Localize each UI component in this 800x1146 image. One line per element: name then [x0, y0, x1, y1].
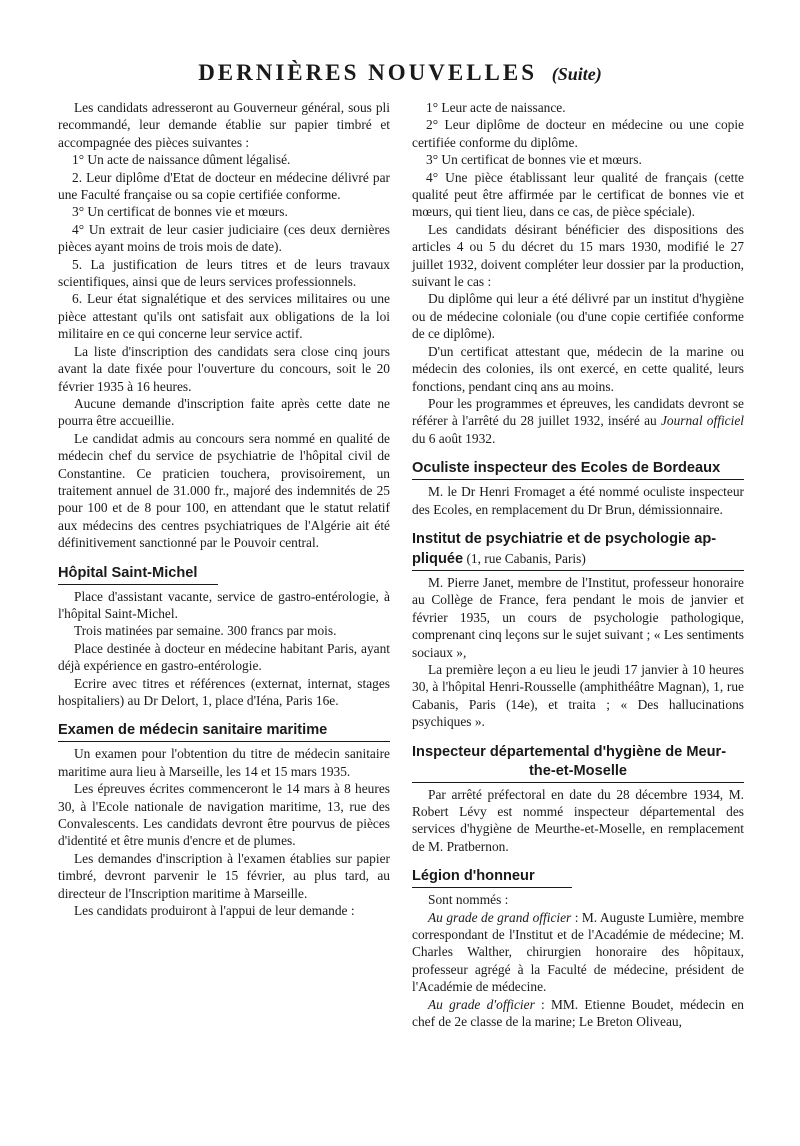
heading-line: the-et-Moselle	[528, 762, 628, 779]
heading-rule	[412, 479, 744, 480]
paragraph: D'un certificat attestant que, médecin de la marine ou médecin des colonies, ils ont exercé, en cette qualité, leurs fonctions, pendant cinq ans au moins.	[412, 343, 744, 394]
section-heading-oculiste: Oculiste inspecteur des Ecoles de Bordeaux	[412, 460, 721, 477]
paragraph: Aucune demande d'inscription faite après cette date ne pourra être accueillie.	[58, 395, 390, 429]
paragraph: Du diplôme qui leur a été délivré par un institut d'hygiène ou de médecine coloniale (ou d'une copie certifiée conforme de ce diplôme).	[412, 291, 744, 342]
paragraph: M. le Dr Henri Fromaget a été nommé oculiste inspecteur des Ecoles, en remplacement du Dr Brun, démissionnaire.	[412, 484, 744, 517]
section-heading-inspecteur	[412, 743, 744, 781]
heading-line: Institut de psychiatrie et de psychologie ap-	[412, 530, 717, 547]
list-item: 1° Leur acte de naissance.	[426, 100, 566, 115]
heading-line: pliquée	[412, 550, 464, 567]
heading-rule	[412, 887, 572, 888]
paragraph: Les candidats produiront à l'appui de leur demande :	[74, 903, 355, 919]
paragraph: Sont nommés :	[428, 892, 509, 908]
heading-rule	[412, 782, 744, 783]
text-run: Pour les programmes et épreuves, les candidats devront se référer à l'arrêté du 28 juillet 1932, inséré au	[412, 395, 744, 429]
heading-rule	[58, 584, 218, 585]
paragraph: Trois matinées par semaine. 300 francs par mois.	[74, 623, 337, 639]
section-heading-legion: Légion d'honneur	[412, 868, 535, 885]
paragraph	[412, 996, 744, 1031]
text-run: : M. Auguste Lumière, membre correspondant de l'Institut et de l'Académie de médecine; M. Charles Walther, chirurgien honoraire des hôpitaux, professeur agrégé à la Faculté de médecine, président de l'Académie de médecine.	[412, 909, 745, 995]
paragraph: La première leçon a eu lieu le jeudi 17 janvier à 10 heures 30, à l'hôpital Henri-Rousselle (amphithéâtre Magnan), 1, rue Cabanis, Paris (14e), et traita ; « Des hallucinations psychiques ».	[412, 661, 744, 730]
paragraph: Un examen pour l'obtention du titre de médecin sanitaire maritime aura lieu à Marseille, les 14 et 15 mars 1935.	[58, 746, 390, 779]
list-item: 5. La justification de leurs titres et de leurs travaux scientifiques, ainsi que de leurs services professionnels.	[58, 256, 390, 290]
paragraph: Par arrêté préfectoral en date du 28 décembre 1934, M. Robert Lévy est nommé inspecteur départemental des services d'hygiène de Meurthe-et-Moselle, en remplacement de M. Pratbernon.	[412, 786, 744, 854]
paragraph: Ecrire avec titres et références (externat, internat, stages hospitaliers) au Dr Delort, 1, place d'Iéna, Paris 16e.	[58, 675, 390, 708]
text-run: du 6 août 1932.	[412, 430, 496, 446]
heading-line: Inspecteur départemental d'hygiène de Meur-	[412, 743, 727, 760]
list-item: 3° Un certificat de bonnes vie et mœurs.	[426, 152, 642, 168]
heading-address: (1, rue Cabanis, Paris)	[463, 550, 586, 566]
page-title	[0, 60, 800, 86]
right-column	[412, 99, 744, 1030]
grade-label: Au grade d'officier	[428, 996, 535, 1012]
paragraph: M. Pierre Janet, membre de l'Institut, professeur honoraire au Collège de France, fera pendant le mois de janvier et février 1935, un cours de psychologie pathologique, comprenant cinq leçons sur le sujet suivant ; « Les sentiments sociaux »,	[412, 574, 744, 660]
list-item: 2. Leur diplôme d'Etat de docteur en médecine délivré par une Faculté française ou sa copie certifiée conforme.	[58, 169, 390, 203]
heading-rule	[58, 741, 390, 742]
page-subtitle: (Suite)	[551, 64, 602, 84]
list-item: 4° Un extrait de leur casier judiciaire (ces deux dernières pièces ayant moins de trois mois de date).	[58, 221, 390, 255]
section-heading-examen: Examen de médecin sanitaire maritime	[58, 722, 328, 739]
paragraph: Le candidat admis au concours sera nommé en qualité de médecin chef du service de psychiatrie de l'hôpital civil de Constantine. Ce praticien touchera, provisoirement, un traitement annuel de 31.000 fr., majoré des indemnités de 25 pour 100 et de 8 pour 100, en attendant que le statut relatif aux médecins des centres psychiatriques de l'Algérie ait été définitivement sanctionné par le Pouvoir central.	[58, 430, 390, 551]
page-title-text: DERNIÈRES NOUVELLES	[198, 60, 538, 85]
paragraph: Les demandes d'inscription à l'examen établies sur papier timbré, devront parvenir le 15 février, au plus tard, au directeur de l'Inscription maritime à Marseille.	[58, 850, 390, 901]
paragraph: Les épreuves écrites commenceront le 14 mars à 8 heures 30, à l'Ecole nationale de navigation maritime, 13, rue des Convalescents. Les candidats devront être pourvus de pièces d'identité et être munis d'encre et de plumes.	[58, 781, 390, 849]
journal-title: Journal officiel	[660, 413, 744, 429]
list-item: 6. Leur état signalétique et des services militaires ou une pièce attestant qu'ils ont satisfait aux obligations de la loi militaire en ce qui concerne leur service actif.	[58, 291, 390, 342]
list-item: 4° Une pièce établissant leur qualité de français (cette qualité peut être affirmée par le certificat de bonnes vie et mœurs, qui tient lieu, dans ce cas, de pièce spéciale).	[412, 169, 744, 220]
paragraph	[412, 909, 744, 996]
paragraph: Les candidats adresseront au Gouverneur général, sous pli recommandé, leur demande établie sur papier timbré et accompagnée des pièces suivantes :	[58, 100, 390, 150]
paragraph: Les candidats désirant bénéficier des dispositions des articles 4 ou 5 du décret du 15 mars 1930, modifié le 27 juillet 1932, doivent compléter leur dossier par la production, suivant le cas :	[412, 221, 744, 290]
left-column	[58, 99, 390, 919]
section-heading-institut	[412, 530, 744, 569]
paragraph	[412, 395, 744, 447]
grade-label: Au grade de grand officier	[428, 909, 572, 925]
list-item: 2° Leur diplôme de docteur en médecine ou une copie certifiée conforme du diplôme.	[412, 117, 744, 150]
list-item: 3° Un certificat de bonnes vie et mœurs.	[72, 204, 288, 220]
list-item: 1° Un acte de naissance dûment légalisé.	[72, 152, 291, 168]
section-heading-hopital: Hôpital Saint-Michel	[58, 564, 198, 581]
heading-rule	[412, 570, 744, 571]
text-run: : MM. Etienne Boudet, médecin en chef de 2e classe de la marine; Le Breton Oliveau,	[412, 996, 744, 1030]
paragraph: Place d'assistant vacante, service de gastro-entérologie, à l'hôpital Saint-Michel.	[58, 588, 390, 621]
paragraph: La liste d'inscription des candidats sera close cinq jours avant la date fixée pour l'ouverture du concours, soit le 20 février 1935 à 16 heures.	[58, 343, 390, 394]
paragraph: Place destinée à docteur en médecine habitant Paris, ayant déjà expérience en gastro-entérologie.	[58, 640, 390, 674]
